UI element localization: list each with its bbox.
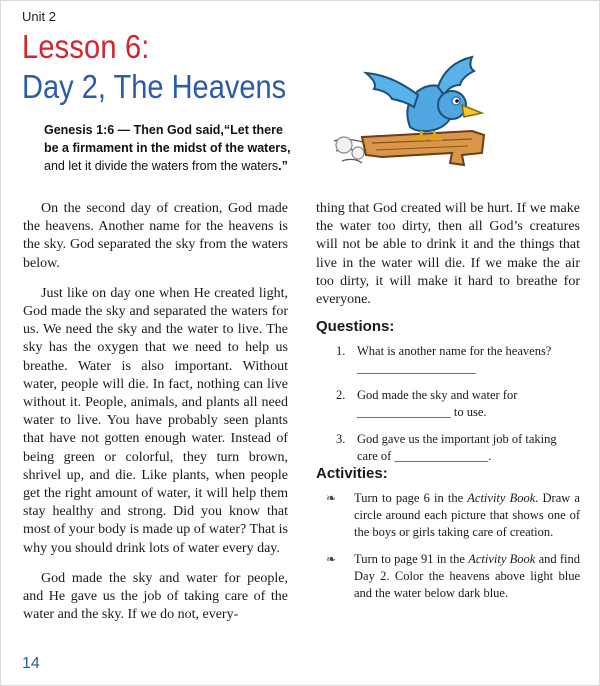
activity-item [316,551,580,602]
question-number: 1. [336,344,346,358]
activity-text-post: . Draw a circle around each picture that shows one of the boys or girls taking care of creation. [354,491,580,539]
activity-item [316,490,580,541]
bluebird-on-plank-icon [322,55,592,190]
body-paragraph-1: On the second day of creation, God made the heavens. Another name for the heavens is the sky. God separated the sky from the waters below. [23,201,288,271]
page-number: 14 [22,655,40,672]
question-prompt: God made the sky and water for [357,388,518,402]
question-prompt: God gave us the important job of taking care of [357,432,557,463]
activity-text [354,490,580,541]
scripture-normal-text: and let it divide the waters from the waters [44,159,279,173]
activity-text-pre: Turn to page 91 in the [354,552,469,566]
activity-text-pre: Turn to page 6 in the [354,491,468,505]
activity-book-title: Activity Book [467,491,536,505]
activities-section [316,465,580,612]
unit-label: Unit 2 [22,9,56,24]
fleuron-bullet-icon: ❧ [326,552,337,566]
question-number: 3. [336,432,346,446]
question-item [316,343,580,377]
body-column-right [316,200,580,321]
scripture-bold-text: Then God said,“Let there be a firmament in the midst of the waters, [44,123,291,155]
questions-list [316,343,580,465]
activity-text-post: and find Day 2. Color the heavens above light blue and the water below dark blue. [354,552,581,600]
body-column-left [23,200,288,636]
lesson-subtitle: Day 2, The Heavens [22,68,287,105]
body-paragraph-2: Just like on day one when He created light, God made the sky and separated the waters for us. We need the sky and the water to live. The sky has the oxygen that we need to help us breathe. Water is also important. Without water, people will die. In fact, nothing can live without it. People, animals, and plants all need water to live. You have probably seen plants that have not gotten enough water. Instead of being green or colorful, they turn brown, shrivel up, and die. Like plants, when people get the right amount of water, it will help them stay healthy and strong. Did you know that most of your body is made up of water? That is why you should drink lots of water every day. [23,285,288,556]
body-paragraph-3-continued: thing that God created will be hurt. If we make the water too dirty, then all God’s creatures will not be able to drink it and the things that live in the water will die. If we make the air too dirty, it will make it hard to breathe for everyone. [316,201,580,308]
question-text [357,431,580,465]
lesson-title: Lesson 6: [22,28,150,65]
answer-blank: _______________ to use. [357,405,487,419]
question-item [316,387,580,421]
question-item [316,431,580,465]
activities-heading: Activities: [316,465,388,482]
questions-heading: Questions: [316,318,395,335]
question-text [357,387,580,421]
body-paragraph-3: God made the sky and water for people, and He gave us the job of taking care of the water and the sky. If we do not, every- [23,570,288,623]
scripture-closing: .” [278,159,288,173]
activity-text [354,551,580,602]
answer-blank: ___________________ [357,361,476,375]
answer-blank: _______________. [394,449,492,463]
activity-book-title: Activity Book [468,552,536,566]
fleuron-bullet-icon: ❧ [326,491,337,505]
questions-section [316,318,580,475]
scripture-quote [44,121,298,175]
question-prompt: What is another name for the heavens? [357,344,552,358]
question-text [357,343,580,377]
question-number: 2. [336,388,346,402]
scripture-reference: Genesis 1:6 — [44,123,134,137]
